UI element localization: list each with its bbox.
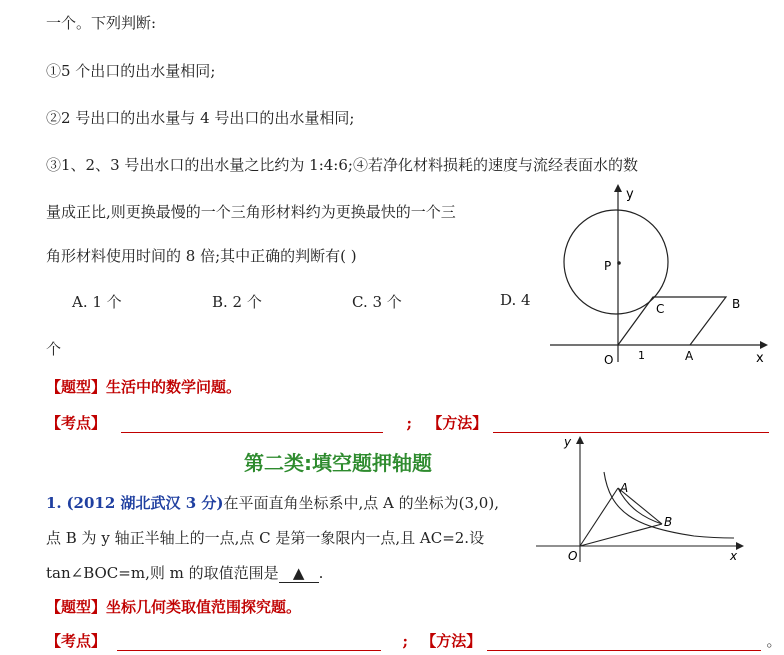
text-line-3: ③1、2、3 号出水口的出水量之比约为 1:4:6;④若净化材料损耗的速度与流经表面水的数 <box>46 156 638 174</box>
figure-circle-parallelogram <box>548 182 770 370</box>
type-text: 生活中的数学问题。 <box>106 378 242 396</box>
fig1-b-label: B <box>732 297 741 311</box>
type-text-2: 坐标几何类取值范围探究题。 <box>106 598 302 616</box>
method-blank[interactable] <box>493 418 769 433</box>
text-line-5: 角形材料使用时间的 8 倍;其中正确的判断有( ) <box>46 247 357 265</box>
fig2-y-label: y <box>564 435 572 449</box>
option-c: C. 3 个 <box>352 293 402 311</box>
text-line-4: 量成正比,则更换最慢的一个三角形材料约为更换最快的一个三 <box>46 203 456 221</box>
keypoint-label: 【考点】 <box>46 414 107 432</box>
fig1-one-label: 1 <box>638 349 645 362</box>
section-title: 第二类:填空题押轴题 <box>244 451 432 475</box>
y-axis-arrow-icon <box>614 184 622 192</box>
method-label: 【方法】 <box>427 414 488 432</box>
method-blank-2[interactable] <box>487 636 761 651</box>
parallelogram-path <box>618 297 726 345</box>
fig1-y-label: y <box>626 187 634 202</box>
q1-line-1 <box>46 492 499 513</box>
separator: ; <box>406 414 413 432</box>
text-line-2: ②2 号出口的出水量与 4 号出口的出水量相同; <box>46 109 355 127</box>
keypoint-method-row-1 <box>46 412 769 433</box>
method-label-2: 【方法】 <box>421 632 482 650</box>
text-line-1: ①5 个出口的出水量相同; <box>46 62 216 80</box>
text-line-0: 一个。下列判断: <box>46 14 157 32</box>
q1-text-3-end: . <box>318 564 324 582</box>
fig2-a-label: A <box>620 481 629 495</box>
keypoint-blank-2[interactable] <box>117 636 381 651</box>
type-label: 【题型】 <box>46 378 107 396</box>
point-p <box>617 261 621 265</box>
q1-line-3 <box>46 562 323 583</box>
fig2-o-label: O <box>568 549 578 563</box>
fig1-x-label: x <box>756 351 764 366</box>
fig1-c-label: C <box>656 302 665 316</box>
option-a: A. 1 个 <box>72 293 122 311</box>
question-type-1 <box>46 376 241 397</box>
answer-blank[interactable]: ▲ <box>279 564 319 583</box>
fig2-x-arrow-icon <box>736 542 744 550</box>
separator-2: ; <box>402 632 409 650</box>
fig2-b-label: B <box>664 515 673 529</box>
q1-text-1: 在平面直角坐标系中,点 A 的坐标为(3,0), <box>223 494 499 512</box>
option-d: D. 4 <box>500 291 531 309</box>
figure-coordinate <box>534 432 746 566</box>
x-axis-arrow-icon <box>760 341 768 349</box>
q1-line-2: 点 B 为 y 轴正半轴上的一点,点 C 是第一象限内一点,且 AC=2.设 <box>46 529 485 547</box>
fig1-o-label: O <box>604 353 614 367</box>
option-d-continued: 个 <box>46 340 62 358</box>
option-b: B. 2 个 <box>212 293 262 311</box>
fig2-y-arrow-icon <box>576 436 584 444</box>
q1-text-3: tan∠BOC=m,则 m 的取值范围是 <box>46 564 279 582</box>
keypoint-label-2: 【考点】 <box>46 632 107 650</box>
fig1-p-label: P <box>604 259 612 273</box>
q1-number: 1. <box>46 494 62 512</box>
fig2-x-label: x <box>730 549 738 563</box>
question-type-2 <box>46 596 301 617</box>
keypoint-method-row-2 <box>46 630 782 651</box>
end-mark: 。 <box>766 632 782 650</box>
type-label-2: 【题型】 <box>46 598 107 616</box>
keypoint-blank[interactable] <box>121 418 383 433</box>
fig1-a-label: A <box>685 349 694 363</box>
q1-source: (2012 湖北武汉 3 分) <box>66 494 224 512</box>
